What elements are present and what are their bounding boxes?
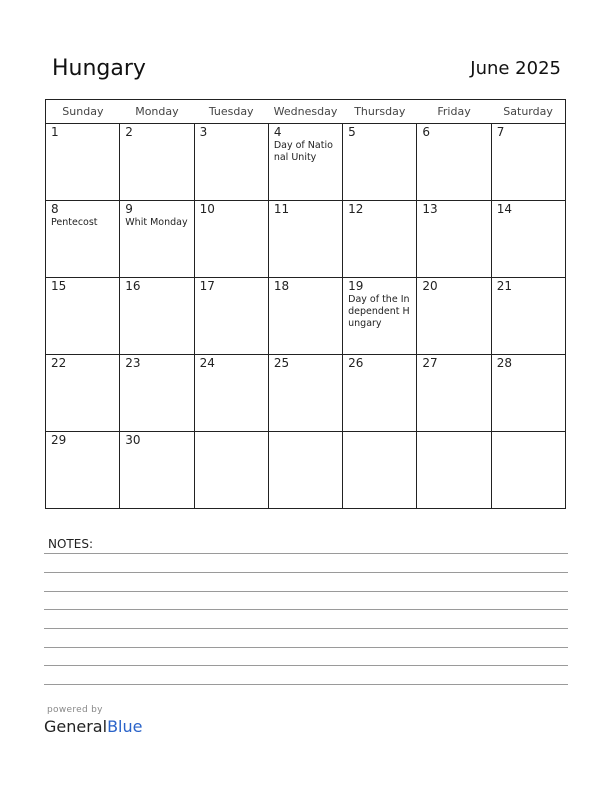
calendar-day-cell <box>268 124 342 201</box>
day-number: 29 <box>51 433 67 447</box>
note-line <box>44 684 568 685</box>
holiday-label: Pentecost <box>51 217 98 228</box>
day-number: 24 <box>199 356 215 370</box>
day-number: 25 <box>273 356 290 370</box>
weekday-header-row <box>46 100 566 124</box>
day-number: 14 <box>496 202 512 216</box>
calendar-day-cell <box>46 278 120 355</box>
calendar-day-cell <box>120 201 194 278</box>
calendar-day-cell <box>491 201 565 278</box>
day-number: 22 <box>51 356 67 370</box>
calendar-week-row <box>46 355 566 432</box>
day-number: 12 <box>348 202 364 216</box>
day-number: 3 <box>199 125 208 139</box>
powered-by-text: powered by <box>47 705 103 715</box>
day-number: 27 <box>422 356 438 370</box>
calendar-day-cell <box>417 201 491 278</box>
note-line <box>44 628 568 629</box>
calendar-week-row <box>46 278 566 355</box>
note-line <box>44 572 568 573</box>
day-number: 11 <box>273 202 290 216</box>
weekday-header: Thursday <box>343 100 417 124</box>
calendar-day-cell <box>194 278 268 355</box>
note-line <box>44 591 568 592</box>
day-number: 21 <box>496 279 512 293</box>
calendar-day-cell <box>194 124 268 201</box>
weekday-header: Tuesday <box>194 100 268 124</box>
calendar-day-cell <box>120 355 194 432</box>
calendar-day-cell <box>194 432 268 509</box>
calendar-day-cell <box>46 355 120 432</box>
note-line <box>44 553 568 554</box>
calendar-day-cell <box>268 201 342 278</box>
day-number: 16 <box>125 279 141 293</box>
calendar-day-cell <box>417 355 491 432</box>
calendar-day-cell <box>46 201 120 278</box>
calendar-week-row <box>46 124 566 201</box>
notes-label: NOTES: <box>48 537 93 551</box>
day-number: 19 <box>348 279 364 293</box>
day-number: 4 <box>273 125 282 139</box>
calendar-day-cell <box>343 355 417 432</box>
calendar-day-cell <box>46 432 120 509</box>
calendar-day-cell <box>268 432 342 509</box>
day-number: 18 <box>273 279 290 293</box>
day-number: 5 <box>348 125 356 139</box>
weekday-header: Wednesday <box>268 100 342 124</box>
calendar-day-cell <box>120 124 194 201</box>
calendar-day-cell <box>417 278 491 355</box>
day-number: 2 <box>125 125 133 139</box>
day-number: 1 <box>51 125 59 139</box>
calendar-week-row <box>46 201 566 278</box>
calendar-month-title: June 2025 <box>470 58 561 79</box>
calendar-week-row <box>46 432 566 509</box>
calendar-day-cell <box>46 124 120 201</box>
note-line <box>44 647 568 648</box>
day-number: 15 <box>51 279 67 293</box>
day-number: 7 <box>496 125 505 139</box>
calendar-day-cell <box>417 124 491 201</box>
calendar-day-cell <box>268 355 342 432</box>
calendar-day-cell <box>343 278 417 355</box>
holiday-label: Day of the Independent Hungary <box>348 294 410 329</box>
logo-general-text: General <box>44 717 108 736</box>
day-number: 30 <box>125 433 141 447</box>
logo-blue-text: Blue <box>107 717 143 736</box>
calendar-day-cell <box>120 432 194 509</box>
day-number: 28 <box>496 356 512 370</box>
weekday-header: Sunday <box>46 100 120 124</box>
calendar-day-cell <box>491 355 565 432</box>
calendar-day-cell <box>120 278 194 355</box>
holiday-label: Day of National Unity <box>273 140 333 163</box>
calendar-day-cell <box>268 278 342 355</box>
calendar-day-cell <box>194 201 268 278</box>
calendar-day-cell <box>343 124 417 201</box>
calendar-day-cell <box>491 432 565 509</box>
calendar-day-cell <box>417 432 491 509</box>
generalblue-logo <box>44 717 142 736</box>
calendar-day-cell <box>343 432 417 509</box>
day-number: 17 <box>199 279 215 293</box>
note-line <box>44 665 568 666</box>
calendar-day-cell <box>491 124 565 201</box>
day-number: 13 <box>422 202 438 216</box>
note-line <box>44 609 568 610</box>
day-number: 9 <box>125 202 133 216</box>
day-number: 6 <box>422 125 431 139</box>
calendar-day-cell <box>343 201 417 278</box>
day-number: 23 <box>125 356 141 370</box>
day-number: 10 <box>199 202 215 216</box>
weekday-header: Saturday <box>491 100 565 124</box>
weekday-header: Monday <box>120 100 194 124</box>
calendar-country-title: Hungary <box>52 56 146 81</box>
day-number: 8 <box>51 202 59 216</box>
calendar-grid <box>45 99 566 509</box>
day-number: 20 <box>422 279 438 293</box>
calendar-day-cell <box>194 355 268 432</box>
weekday-header: Friday <box>417 100 491 124</box>
day-number: 26 <box>348 356 364 370</box>
calendar-day-cell <box>491 278 565 355</box>
holiday-label: Whit Monday <box>125 217 188 228</box>
